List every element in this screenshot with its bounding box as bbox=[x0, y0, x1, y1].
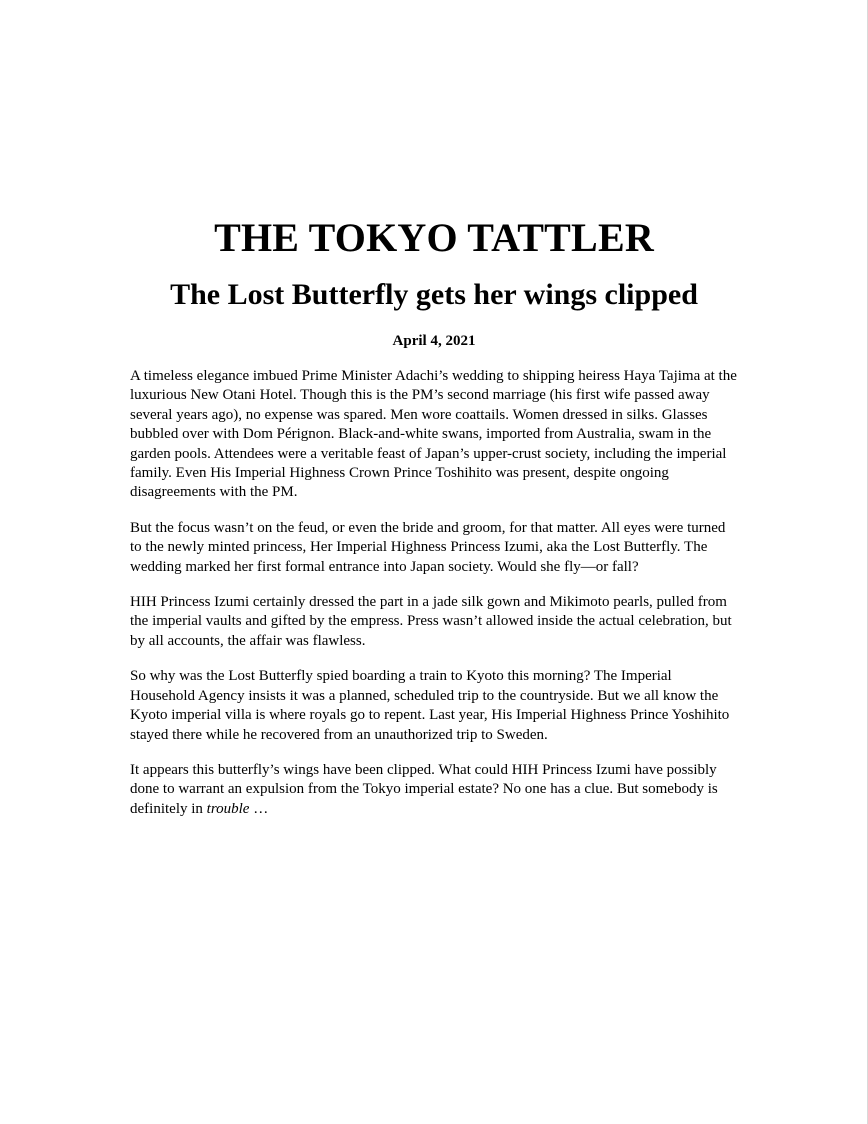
paragraph-4: So why was the Lost Butterfly spied boarding a train to Kyoto this morning? The Imperial Household Agency insists it was a planned, scheduled trip to the countryside. But we all know the Kyoto imperial villa is where royals go to repent. Last year, His Imperial Highness Prince Yoshihito stayed there while he recovered from an unauthorized trip to Sweden. bbox=[130, 668, 730, 743]
article-body bbox=[130, 367, 738, 819]
paragraph-5-tail: … bbox=[249, 800, 269, 817]
article bbox=[130, 213, 738, 835]
paragraph-5 bbox=[130, 761, 738, 819]
paragraph-5-lead: It appears this butterfly’s wings have been clipped. What could HIH Princess Izumi have possibly done to warrant an expulsion from the Tokyo imperial estate? No one has a clue. But somebody is definitely in bbox=[130, 761, 718, 817]
masthead: THE TOKYO TATTLER bbox=[214, 215, 654, 260]
headline: The Lost Butterfly gets her wings clipped bbox=[170, 278, 698, 311]
dateline: April 4, 2021 bbox=[392, 333, 476, 349]
paragraph-2: But the focus wasn’t on the feud, or even the bride and groom, for that matter. All eyes were turned to the newly minted princess, Her Imperial Highness Princess Izumi, aka the Lost Butterfly. The wedding marked her first formal entrance into Japan society. Would she fly—or fall? bbox=[130, 519, 726, 575]
paragraph-5-emphasis: trouble bbox=[206, 800, 250, 817]
paragraph-1: A timeless elegance imbued Prime Minister Adachi’s wedding to shipping heiress Haya Tajima at the luxurious New Otani Hotel. Though this is the PM’s second marriage (his first wife passed away several years ago), no expense was spared. Men wore coattails. Women dressed in silks. Glasses bubbled over with Dom Pérignon. Black-and-white swans, imported from Australia, swam in the garden pools. Attendees were a veritable feast of Japan’s upper-crust society, including the imperial family. Even His Imperial Highness Crown Prince Toshihito was present, despite ongoing disagreements with the PM. bbox=[130, 368, 737, 501]
paragraph-3: HIH Princess Izumi certainly dressed the part in a jade silk gown and Mikimoto pearls, pulled from the imperial vaults and gifted by the empress. Press wasn’t allowed inside the actual celebration, but by all accounts, the affair was flawless. bbox=[130, 594, 732, 649]
